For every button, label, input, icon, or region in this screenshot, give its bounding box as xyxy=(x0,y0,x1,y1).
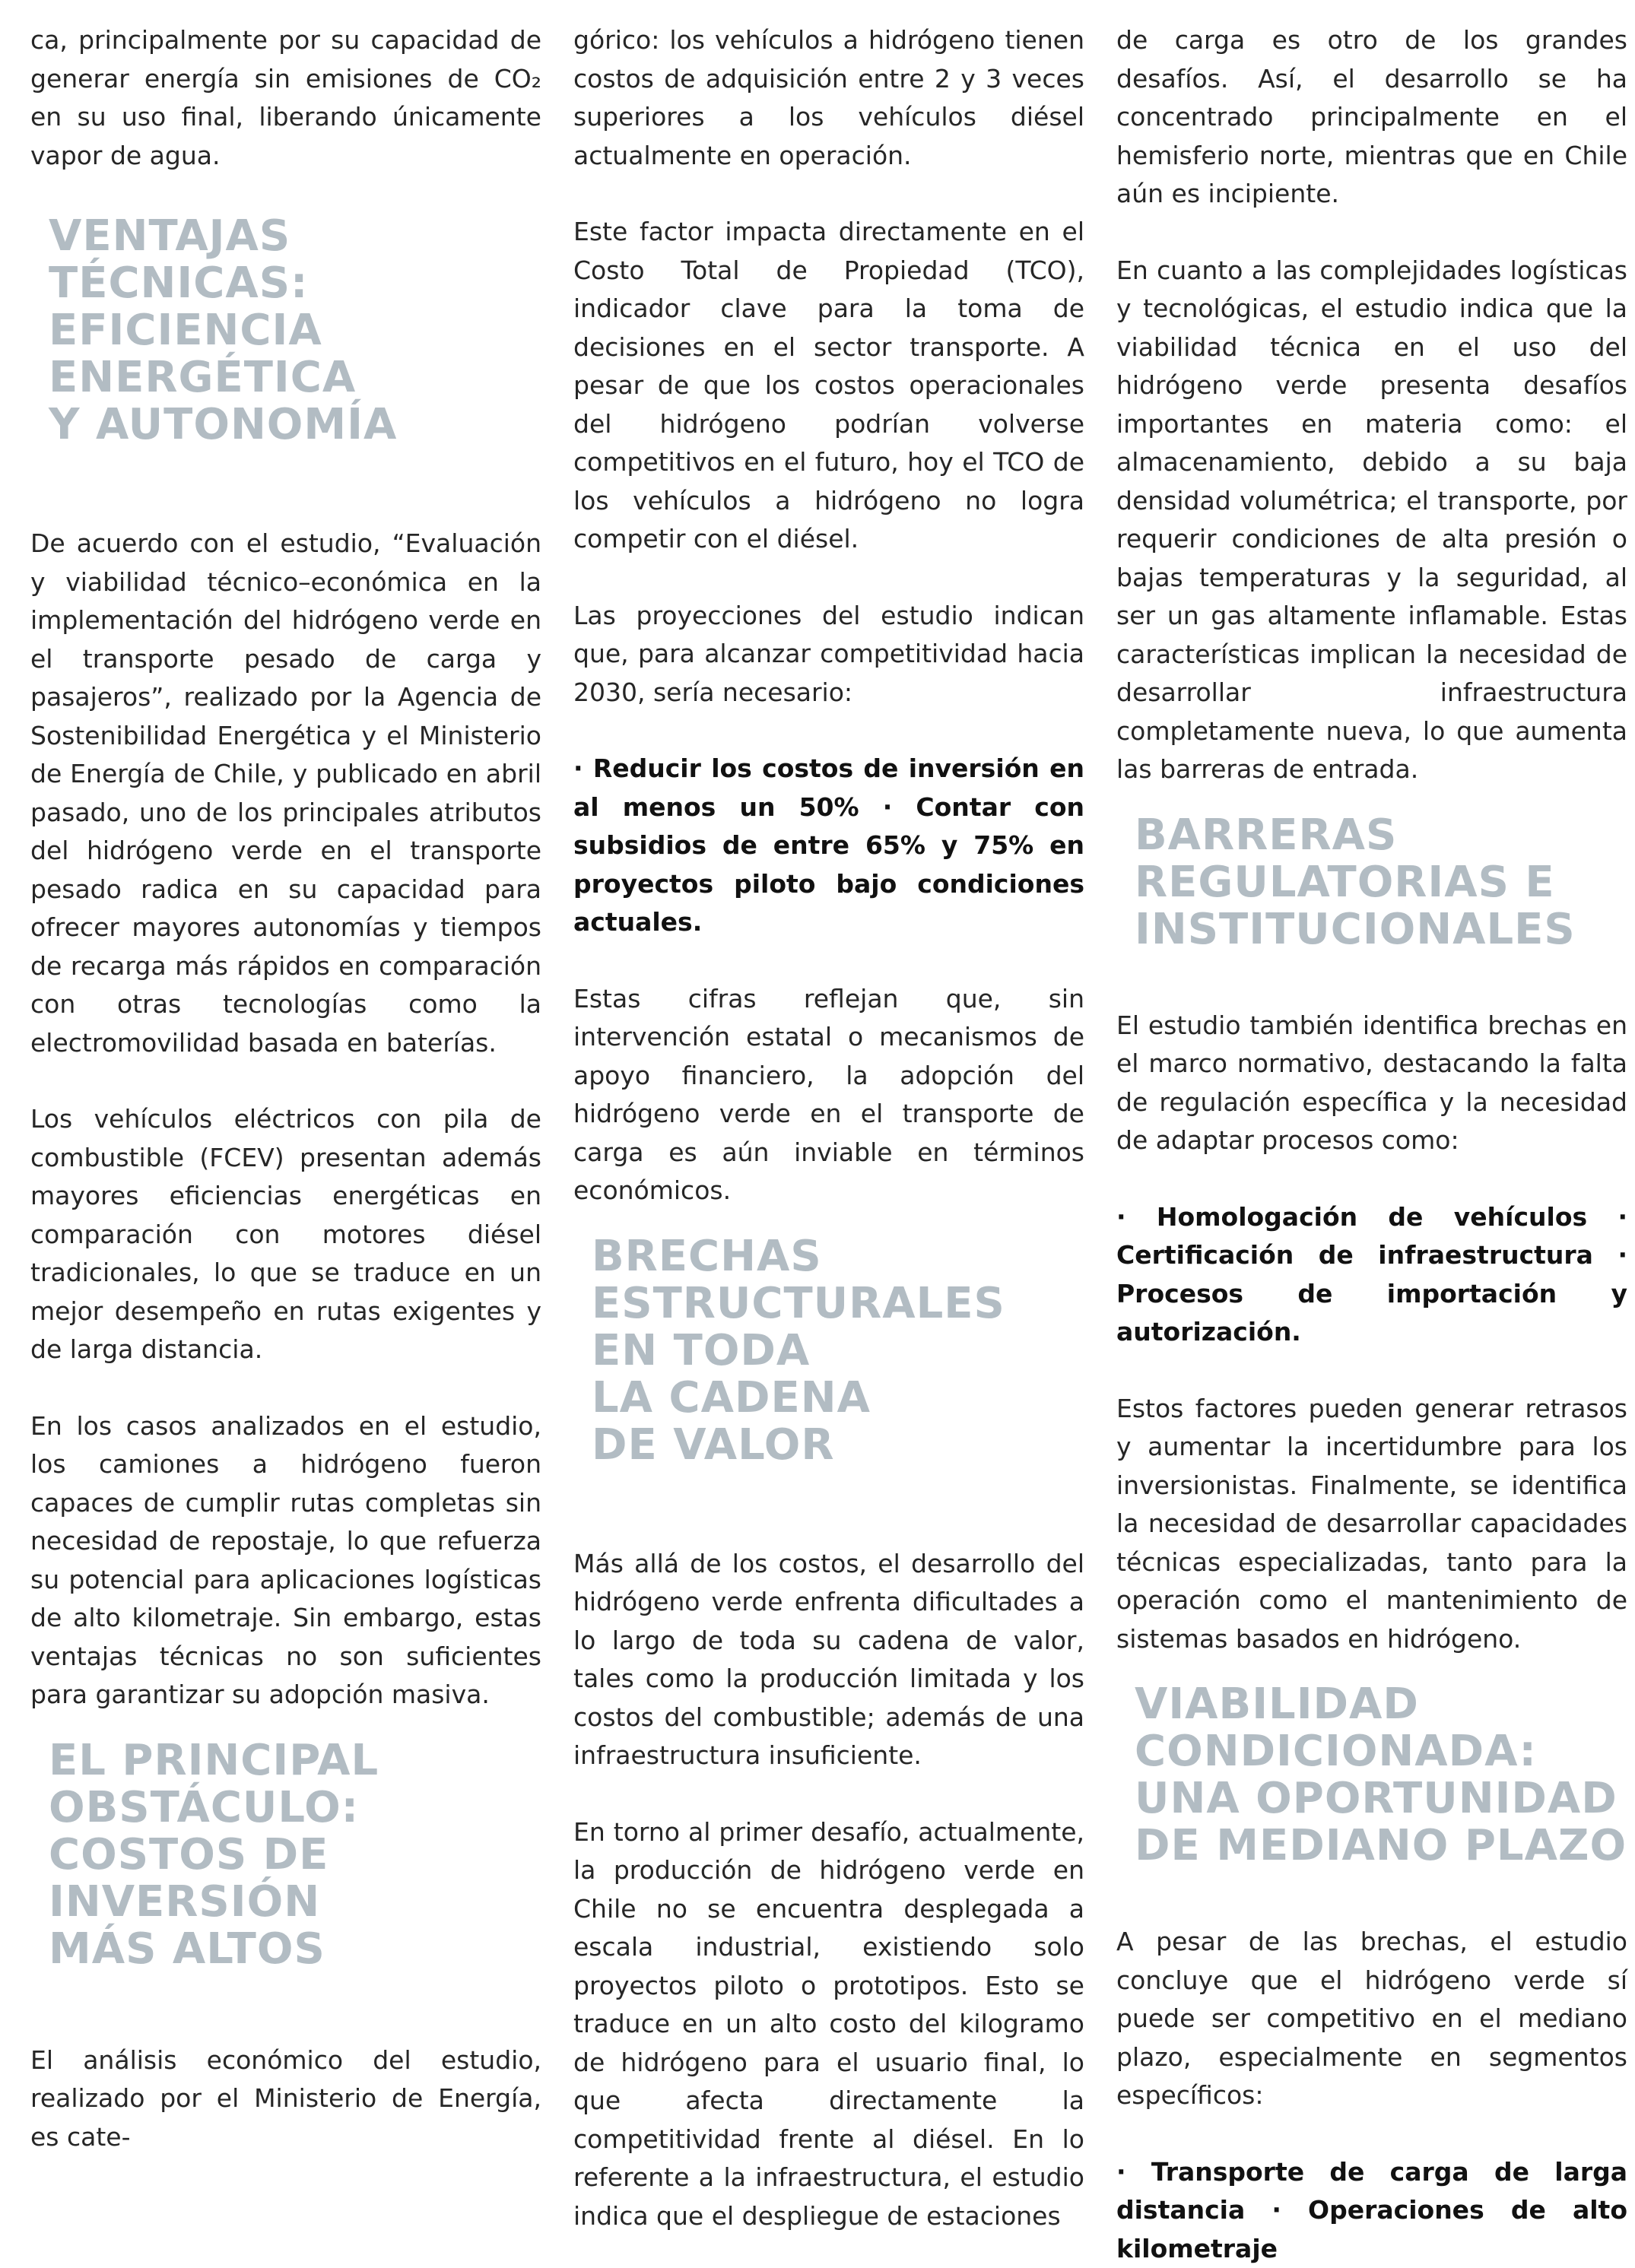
heading-line: EL PRINCIPAL xyxy=(49,1737,541,1784)
column-2 xyxy=(573,21,1084,2235)
bold-bullet-paragraph: · Reducir los costos de inversión en al menos un 50% · Contar con subsidios de entre 65% y 75% en proyectos piloto bajo condiciones actuales. xyxy=(573,750,1084,942)
heading-line: Y AUTONOMÍA xyxy=(49,401,541,449)
heading-line: LA CADENA xyxy=(592,1375,1084,1422)
paragraph: ca, principalmente por su capacidad de generar energía sin emisiones de CO₂ en su uso final, liberando únicamente vapor de agua. xyxy=(30,21,541,175)
heading-line: VENTAJAS xyxy=(49,213,541,260)
heading-line: ENERGÉTICA xyxy=(49,354,541,401)
paragraph: En cuanto a las complejidades logísticas y tecnológicas, el estudio indica que la viabilidad técnica en el uso del hidrógeno verde presenta desafíos importantes en materia como: el almacenamiento, debido a su baja densidad volumétrica; el transporte, por requerir condiciones de alta presión o bajas temperaturas y la seguridad, al ser un gas altamente inflamable. Estas características implican la necesidad de desarrollar infraestructura completamente nueva, lo que aumenta las barreras de entrada. xyxy=(1116,252,1627,789)
heading-line: CONDICIONADA: xyxy=(1135,1728,1627,1775)
paragraph: Estas cifras reflejan que, sin intervención estatal o mecanismos de apoyo financiero, la adopción del hidrógeno verde en el transporte de carga es aún inviable en términos económicos. xyxy=(573,980,1084,1210)
paragraph: Más allá de los costos, el desarrollo del hidrógeno verde enfrenta dificultades a lo largo de toda su cadena de valor, tales como la producción limitada y los costos del combustible; además de una infraestructura insuficiente. xyxy=(573,1545,1084,1775)
column-3 xyxy=(1116,21,1627,2268)
paragraph: górico: los vehículos a hidrógeno tienen costos de adquisición entre 2 y 3 veces superiores a los vehículos diésel actualmente en operación. xyxy=(573,21,1084,175)
heading-line: VIABILIDAD xyxy=(1135,1681,1627,1728)
heading-line: OBSTÁCULO: xyxy=(49,1784,541,1832)
heading-line: EN TODA xyxy=(592,1327,1084,1375)
paragraph: Las proyecciones del estudio indican que, para alcanzar competitividad hacia 2030, sería necesario: xyxy=(573,597,1084,712)
section-heading xyxy=(30,1737,541,1973)
heading-line: ESTRUCTURALES xyxy=(592,1280,1084,1327)
paragraph: El estudio también identifica brechas en el marco normativo, destacando la falta de regulación específica y la necesidad de adaptar procesos como: xyxy=(1116,1007,1627,1160)
paragraph: En torno al primer desafío, actualmente, la producción de hidrógeno verde en Chile no se encuentra desplegada a escala industrial, existiendo solo proyectos piloto o prototipos. Esto se traduce en un alto costo del kilogramo de hidrógeno para el usuario final, lo que afecta directamente la competitividad frente al diésel. En lo referente a la infraestructura, el estudio indica que el despliegue de estaciones xyxy=(573,1813,1084,2236)
heading-line: DE VALOR xyxy=(592,1422,1084,1469)
paragraph: Este factor impacta directamente en el Costo Total de Propiedad (TCO), indicador clave para la toma de decisiones en el sector transporte. A pesar de que los costos operacionales del hidrógeno podrían volverse competitivos en el futuro, hoy el TCO de los vehículos a hidrógeno no logra competir con el diésel. xyxy=(573,213,1084,559)
section-heading xyxy=(573,1233,1084,1469)
bold-bullet-paragraph: · Homologación de vehículos · Certificación de infraestructura · Procesos de importación y autorización. xyxy=(1116,1198,1627,1352)
section-heading xyxy=(1116,1681,1627,1870)
heading-line: MÁS ALTOS xyxy=(49,1926,541,1973)
section-heading xyxy=(1116,812,1627,953)
heading-line: INVERSIÓN xyxy=(49,1879,541,1926)
heading-line: COSTOS DE xyxy=(49,1832,541,1879)
heading-line: REGULATORIAS E xyxy=(1135,859,1627,906)
section-heading xyxy=(30,213,541,449)
paragraph: Los vehículos eléctricos con pila de combustible (FCEV) presentan además mayores eficiencias energéticas en comparación con motores diésel tradicionales, lo que se traduce en un mejor desempeño en rutas exigentes y de larga distancia. xyxy=(30,1100,541,1369)
paragraph: El análisis económico del estudio, realizado por el Ministerio de Energía, es cate- xyxy=(30,2041,541,2157)
column-1 xyxy=(30,21,541,2156)
bold-bullet-paragraph: · Transporte de carga de larga distancia · Operaciones de alto kilometraje xyxy=(1116,2153,1627,2268)
heading-line: TÉCNICAS: xyxy=(49,260,541,307)
heading-line: INSTITUCIONALES xyxy=(1135,906,1627,953)
heading-line: UNA OPORTUNIDAD xyxy=(1135,1775,1627,1822)
paragraph: Estos factores pueden generar retrasos y aumentar la incertidumbre para los inversionistas. Finalmente, se identifica la necesidad de desarrollar capacidades técnicas especializadas, tanto para la operación como el mantenimiento de sistemas basados en hidrógeno. xyxy=(1116,1390,1627,1659)
heading-line: BARRERAS xyxy=(1135,812,1627,859)
heading-line: EFICIENCIA xyxy=(49,307,541,354)
heading-line: BRECHAS xyxy=(592,1233,1084,1280)
heading-line: DE MEDIANO PLAZO xyxy=(1135,1822,1627,1870)
paragraph: En los casos analizados en el estudio, los camiones a hidrógeno fueron capaces de cumplir rutas completas sin necesidad de repostaje, lo que refuerza su potencial para aplicaciones logísticas de alto kilometraje. Sin embargo, estas ventajas técnicas no son suficientes para garantizar su adopción masiva. xyxy=(30,1407,541,1714)
paragraph: De acuerdo con el estudio, “Evaluación y viabilidad técnico–económica en la implementación del hidrógeno verde en el transporte pesado de carga y pasajeros”, realizado por la Agencia de Sostenibilidad Energética y el Ministerio de Energía de Chile, y publicado en abril pasado, uno de los principales atributos del hidrógeno verde en el transporte pesado radica en su capacidad para ofrecer mayores autonomías y tiempos de recarga más rápidos en comparación con otras tecnologías como la electromovilidad basada en baterías. xyxy=(30,525,541,1062)
paragraph: de carga es otro de los grandes desafíos. Así, el desarrollo se ha concentrado principalmente en el hemisferio norte, mientras que en Chile aún es incipiente. xyxy=(1116,21,1627,214)
paragraph: A pesar de las brechas, el estudio concluye que el hidrógeno verde sí puede ser competitivo en el mediano plazo, especialmente en segmentos específicos: xyxy=(1116,1923,1627,2115)
